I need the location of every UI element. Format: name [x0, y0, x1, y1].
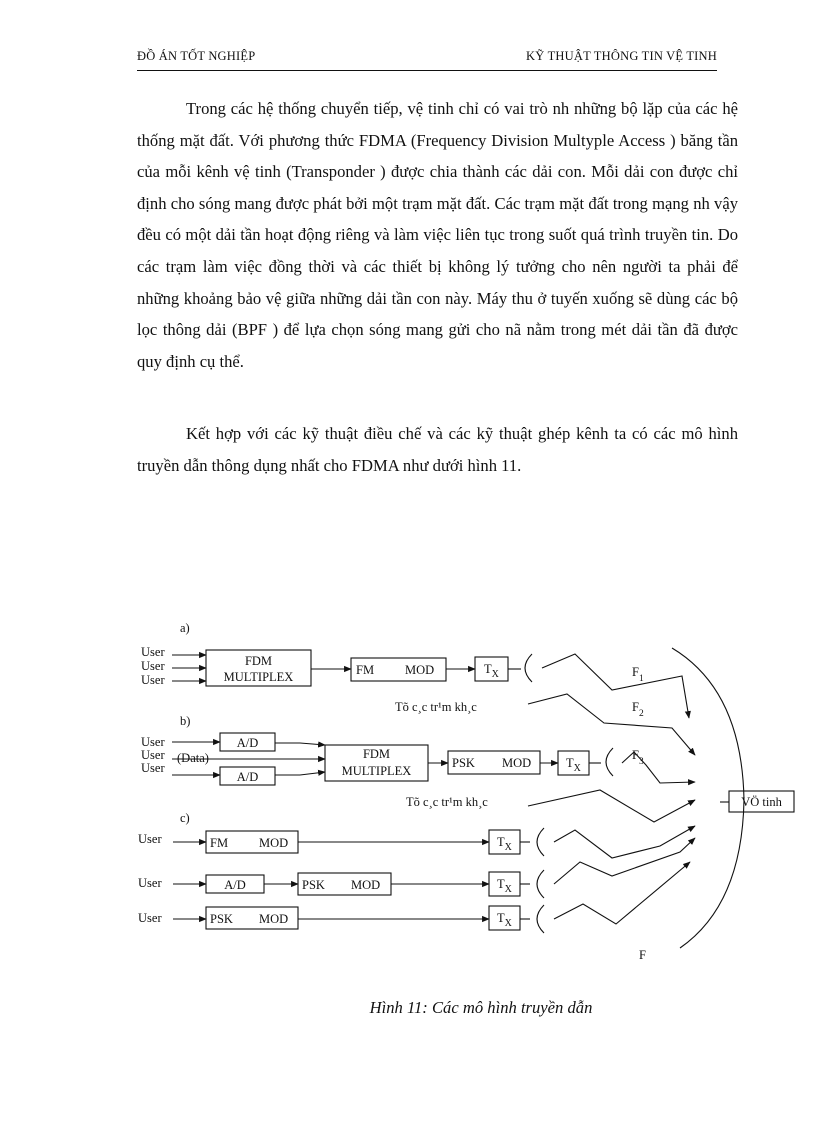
user-label-b3: User — [141, 761, 165, 775]
f-label-c: F — [639, 948, 646, 962]
user-label-a3: User — [141, 673, 165, 687]
fm-label-a: FM — [356, 663, 375, 677]
other-stations-label-2: Tõ c¸c tr¹m kh¸c — [406, 795, 488, 809]
psk-label-b: PSK — [452, 756, 475, 770]
paragraph-2: Kết hợp với các kỹ thuật điều chế và các kỹ thuật ghép kênh ta có các mô hình truyền dẫn thông dụng nhất cho FDMA như dưới hình 11. — [137, 424, 738, 475]
antenna-c2 — [537, 870, 544, 898]
header-left: ĐỒ ÁN TỐT NGHIỆP — [137, 49, 256, 63]
other-stations-label-1: Tõ c¸c tr¹m kh¸c — [395, 700, 477, 714]
fdm-label-b: FDM — [362, 747, 391, 761]
user-label-a2: User — [141, 659, 165, 673]
uplink-c2 — [554, 838, 695, 884]
data-label-b: (Data) — [177, 751, 209, 765]
ad-label-b1: A/D — [236, 736, 259, 750]
user-label-c2: User — [138, 876, 162, 890]
multiplex-label-a: MULTIPLEX — [223, 670, 294, 684]
antenna-c3 — [537, 905, 544, 933]
tx-label-c1: $T_X$ — [497, 835, 512, 853]
paragraph-1: Trong các hệ thống chuyển tiếp, vệ tinh chỉ có vai trò nh những bộ lặp của các hệ thống mặt đất. Với phương thức FDMA (Frequency Division Multyple Access ) băng tần của mỗi kênh vệ tinh (Transponder ) được chia thành các dải con. Mỗi dải con được chỉ định cho sóng mang được phát bởi một trạm mặt đất. Các trạm mặt đất trong mạng nh vậy đều có một dải tần hoạt động riêng và làm việc liên tục trong suốt quá trình truyền tin. Do các trạm làm việc đồng thời và các thiết bị không lý tưởng cho nên người ta phải để những khoảng bảo vệ giữa những dải tần con này. Máy thu ở tuyến xuống sẽ dùng các bộ lọc thông dải (BPF ) để lựa chọn sóng mang gửi cho nã nằm trong mét dải tần đã được quy định cụ thể. — [137, 99, 738, 371]
section-c-label: c) — [180, 811, 190, 825]
antenna-a — [525, 654, 532, 682]
mod-label-b: MOD — [502, 756, 532, 770]
header-right: KỸ THUẬT THÔNG TIN VỆ TINH — [526, 49, 717, 63]
user-label-a1: User — [141, 645, 165, 659]
link-other-1 — [528, 694, 695, 755]
user-label-c3: User — [138, 911, 162, 925]
user-label-c1: User — [138, 832, 162, 846]
uplink-c3 — [554, 862, 690, 924]
psk-label-c2: PSK — [210, 912, 233, 926]
mod-label-a: MOD — [405, 663, 435, 677]
satellite-label: VÖ tinh — [741, 795, 782, 809]
fdm-label-a: FDM — [244, 654, 273, 668]
mod-label-c3: MOD — [259, 912, 289, 926]
antenna-b — [606, 748, 613, 776]
mod-label-c2: MOD — [351, 878, 381, 892]
f2-label: $F_2$ — [632, 700, 644, 719]
multiplex-label-b: MULTIPLEX — [341, 764, 412, 778]
uplink-c1 — [554, 826, 695, 858]
antenna-c1 — [537, 828, 544, 856]
satellite-arc — [672, 648, 744, 948]
mod-label-c1: MOD — [259, 836, 289, 850]
tx-label-b: $T_X$ — [566, 756, 581, 774]
f1-label: $F_1$ — [632, 665, 644, 684]
tx-label-a: $T_X$ — [484, 662, 499, 680]
user-label-b1: User — [141, 735, 165, 749]
f3-label: $F_3$ — [632, 748, 644, 767]
ad-label-c: A/D — [224, 878, 246, 892]
link-other-2 — [528, 790, 695, 822]
psk-label-c1: PSK — [302, 878, 325, 892]
tx-label-c3: $T_X$ — [497, 911, 512, 929]
user-label-b2: User — [141, 748, 165, 762]
uplink-f1 — [542, 654, 689, 718]
figure-caption: Hình 11: Các mô hình truyền dẫn — [369, 998, 593, 1017]
tx-label-c2: $T_X$ — [497, 877, 512, 895]
fm-label-c: FM — [210, 836, 229, 850]
section-a-label: a) — [180, 621, 190, 635]
section-b-label: b) — [180, 714, 191, 728]
ad-label-b2: A/D — [236, 770, 259, 784]
